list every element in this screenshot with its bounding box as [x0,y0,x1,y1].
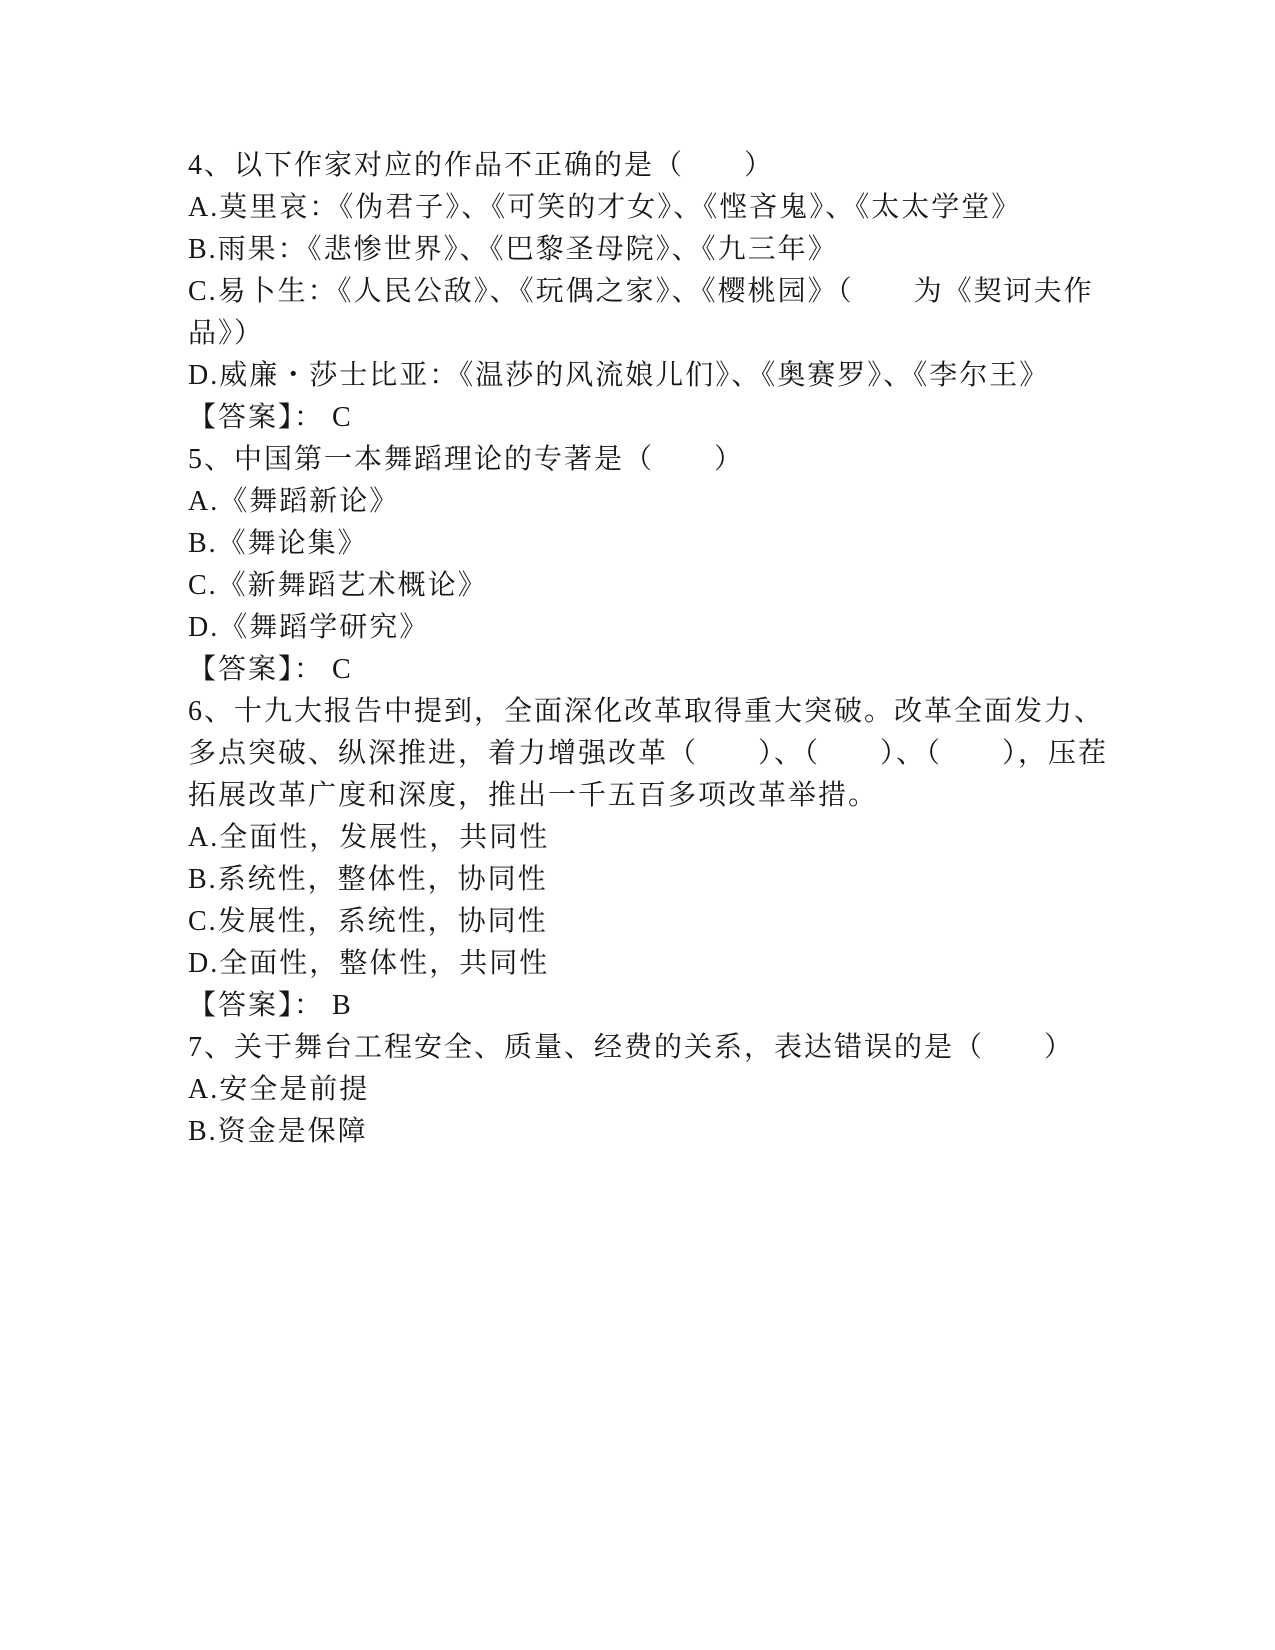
option-text: B.《舞论集》 [188,528,368,559]
answer-value: B [332,990,353,1021]
question-text: 4、以下作家对应的作品不正确的是（ ） [188,150,775,181]
question-block [188,439,1118,691]
question-block [188,691,1118,1027]
option-text: C.发展性，系统性，协同性 [188,906,548,937]
question-text: 5、中国第一本舞蹈理论的专著是（ ） [188,444,745,475]
option-text: B.雨果：《悲惨世界》、《巴黎圣母院》、《九三年》 [188,234,838,265]
answer-line [188,397,1118,439]
option-text: B.系统性，整体性，协同性 [188,864,548,895]
answer-label: 【答案】： [188,990,325,1021]
option-text: D.威廉・莎士比亚：《温莎的风流娘儿们》、《奥赛罗》、《李尔王》 [188,360,1050,391]
answer-label: 【答案】： [188,654,325,685]
option-text: D.《舞蹈学研究》 [188,612,430,643]
answer-line [188,985,1118,1027]
question-text: 7、关于舞台工程安全、质量、经费的关系，表达错误的是（ ） [188,1032,1075,1063]
answer-value: C [332,402,353,433]
questions-container [188,145,1118,1153]
question-text: 6、十九大报告中提到，全面深化改革取得重大突破。改革全面发力、多点突破、纵深推进，着力增强改革（ ）、（ ）、（ ），压茬拓展改革广度和深度，推出一千五百多项改革举措。 [188,696,1109,811]
option-text: C.易卜生：《人民公敌》、《玩偶之家》、《樱桃园》（ 为《契诃夫作品》） [188,276,1094,349]
question-block [188,1027,1118,1153]
answer-label: 【答案】： [188,402,325,433]
option-text: D.全面性，整体性，共同性 [188,948,550,979]
option-text: B.资金是保障 [188,1116,368,1147]
option-text: A.安全是前提 [188,1074,370,1105]
question-block [188,145,1118,439]
option-text: A.《舞蹈新论》 [188,486,400,517]
option-text: A.莫里哀：《伪君子》、《可笑的才女》、《悭吝鬼》、《太太学堂》 [188,192,1022,223]
option-text: C.《新舞蹈艺术概论》 [188,570,488,601]
answer-value: C [332,654,353,685]
answer-line [188,649,1118,691]
option-text: A.全面性，发展性，共同性 [188,822,550,853]
